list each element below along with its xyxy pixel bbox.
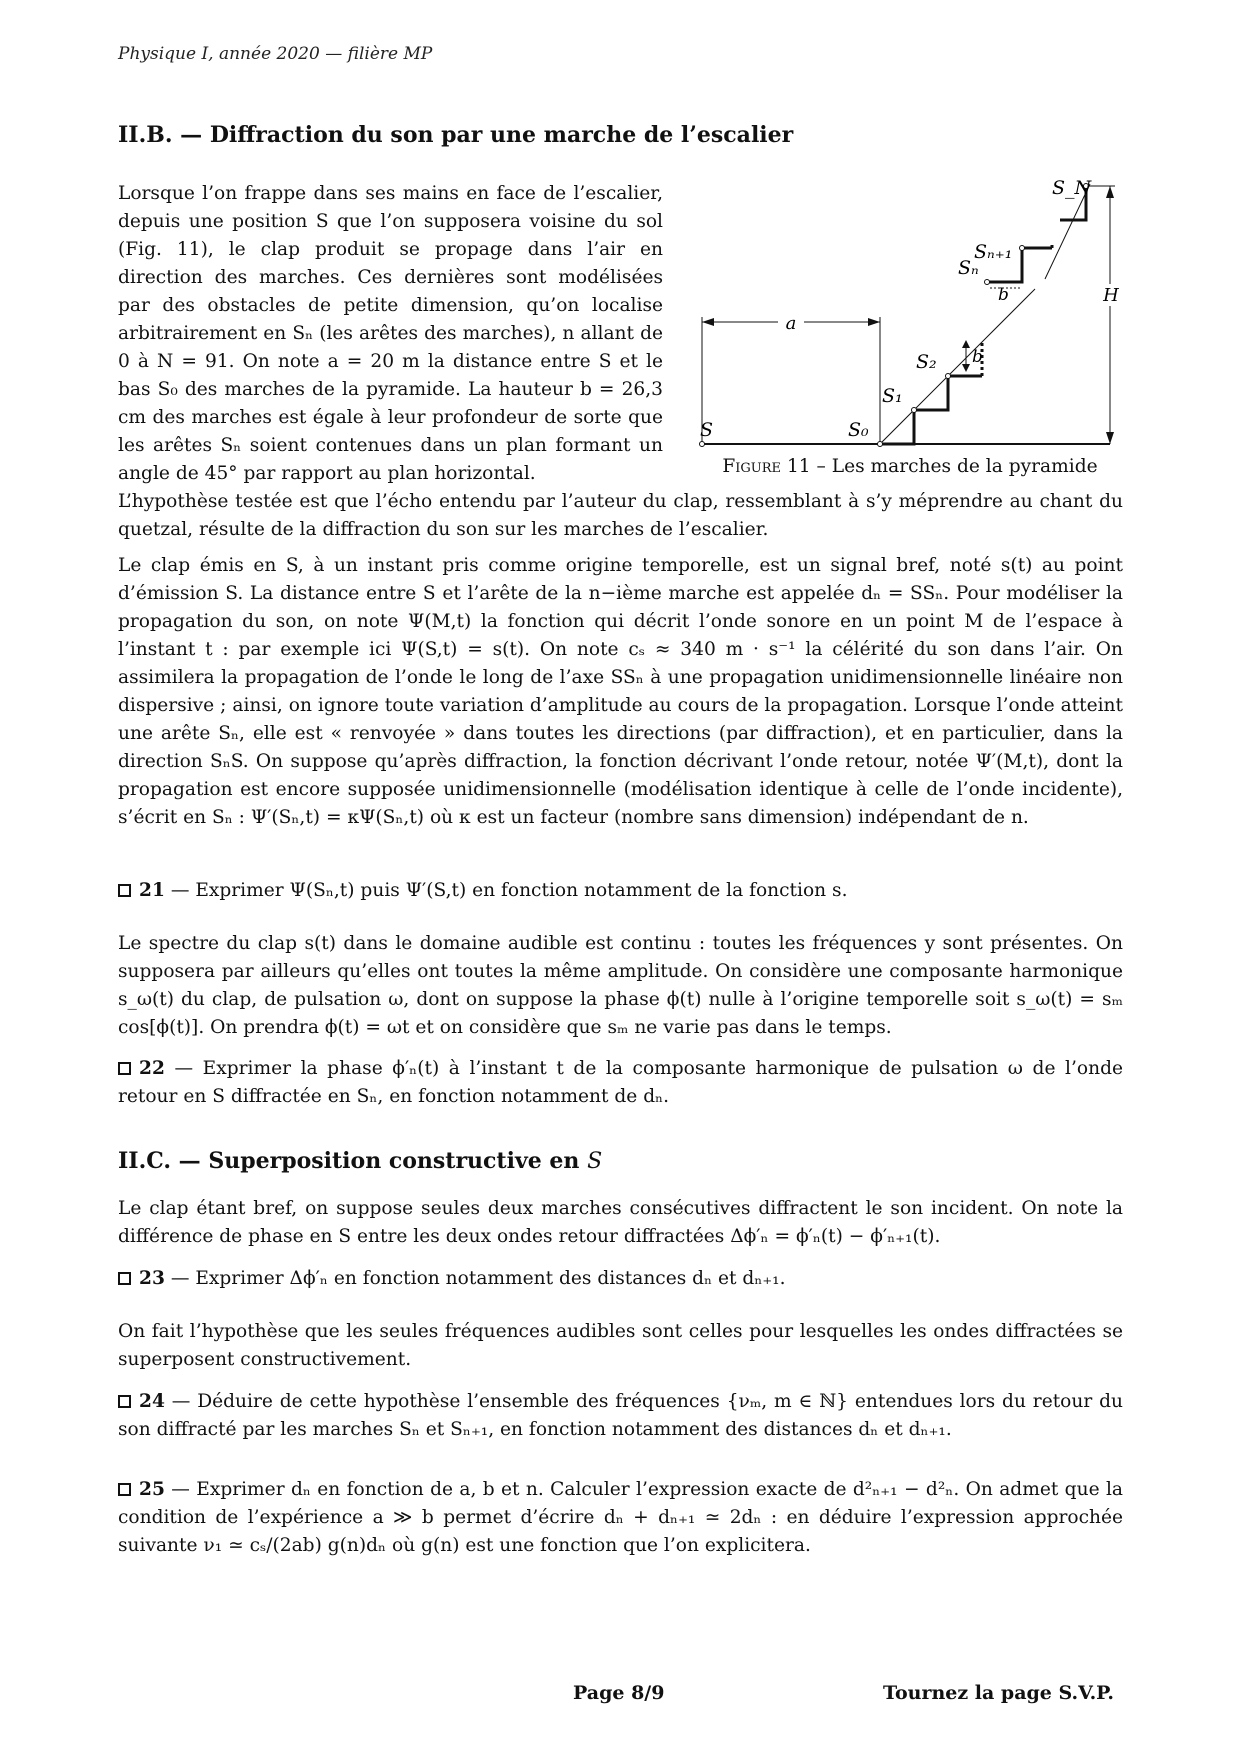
turn-page-notice: Tournez la page S.V.P. (883, 1682, 1114, 1704)
point-S (700, 442, 705, 447)
staircase-diagram (690, 172, 1130, 452)
point-S2 (946, 374, 951, 379)
label-Sn: Sₙ (958, 257, 979, 279)
H-label: H (1103, 285, 1119, 306)
question-24-number: 24 (139, 1391, 165, 1412)
a-arrow-right (868, 318, 880, 326)
intro-paragraph: Lorsque l’on frappe dans ses mains en face de l’escalier, depuis une position S que l’on supposera voisine du sol (Fig. 11), le clap produit se propage dans l’air en direction des marches. Ces dernières sont modélisées par des obstacles de petite dimension, qu’on localise arbitrairement en Sₙ (les arêtes des marches), n allant de 0 à N = 91. On note a = 20 m la distance entre S et le bas S₀ des marches de la pyramide. La hauteur b = 26,3 cm des marches est égale à leur profondeur de sorte que les arêtes Sₙ soient contenues dans un plan formant un angle de 45° par rapport au plan horizontal. (118, 183, 663, 484)
b-horizontal-label: b (998, 285, 1009, 305)
question-24 (118, 1388, 1123, 1444)
question-25-text: — Exprimer dₙ en fonction de a, b et n. Calculer l’expression exacte de d²ₙ₊₁ − d²ₙ. On admet que la condition de l’expérience a ≫ b permet d’écrire dₙ + dₙ₊₁ ≃ 2dₙ : en déduire l’expression approchée suivante ν₁ ≃ cₛ/(2ab) g(n)dₙ où g(n) est une fonction que l’on explicitera. (118, 1479, 1123, 1556)
spectrum-paragraph: Le spectre du clap s(t) dans le domaine audible est continu : toutes les fréquences y sont présentes. On supposera par ailleurs qu’elles ont toutes la même amplitude. On considère une composante harmonique s_ω(t) du clap, de pulsation ω, dont on suppose la phase ϕ(t) nulle à l’origine temporelle soit s_ω(t) = sₘ cos[ϕ(t)]. On prendra ϕ(t) = ωt et on considère que sₘ ne varie pas dans le temps. (118, 933, 1123, 1038)
question-25-checkbox-icon (118, 1483, 131, 1496)
figure-11 (690, 172, 1130, 482)
question-21 (118, 877, 1123, 905)
slope-line-lower (880, 289, 1035, 444)
question-25-number: 25 (139, 1479, 165, 1500)
label-S1: S₁ (882, 385, 903, 407)
section-title-IIC (118, 1148, 602, 1174)
figure-caption-label: Figure 11 (722, 456, 811, 477)
section-title-IIC-main: II.C. — Superposition constructive en (118, 1148, 580, 1174)
question-23-checkbox-icon (118, 1272, 131, 1285)
b-arrow-down (962, 364, 970, 372)
IIC-intro-paragraph: Le clap étant bref, on suppose seules deux marches consécutives diffractent le son incident. On note la différence de phase en S entre les deux ondes retour diffractées Δϕ′ₙ = ϕ′ₙ(t) − ϕ′ₙ₊₁(t). (118, 1198, 1123, 1247)
H-arrow-up (1106, 186, 1114, 198)
point-Sn (985, 280, 990, 285)
label-S2: S₂ (916, 351, 937, 373)
question-22-number: 22 (139, 1058, 165, 1079)
figure-caption (690, 456, 1130, 477)
b-arrow-up (962, 340, 970, 348)
question-23 (118, 1265, 1123, 1293)
point-S1 (912, 408, 917, 413)
label-SN: S_N (1052, 177, 1092, 199)
question-22-checkbox-icon (118, 1062, 131, 1075)
question-22 (118, 1055, 1123, 1111)
a-arrow-left (702, 318, 714, 326)
H-arrow-down (1106, 432, 1114, 444)
a-label: a (785, 313, 797, 334)
question-25 (118, 1476, 1123, 1560)
question-24-checkbox-icon (118, 1395, 131, 1408)
question-22-text: — Exprimer la phase ϕ′ₙ(t) à l’instant t de la composante harmonique de pulsation ω de l’onde retour en S diffractée en Sₙ, en fonction notamment de dₙ. (118, 1058, 1123, 1107)
question-23-text: — Exprimer Δϕ′ₙ en fonction notamment des distances dₙ et dₙ₊₁. (170, 1268, 786, 1289)
question-23-number: 23 (139, 1268, 165, 1289)
section-title-IIB: II.B. — Diffraction du son par une marche de l’escalier (118, 122, 794, 148)
question-21-number: 21 (139, 880, 165, 901)
model-paragraph: Le clap émis en S, à un instant pris comme origine temporelle, est un signal bref, noté s(t) au point d’émission S. La distance entre S et l’arête de la n−ième marche est appelée dₙ = SSₙ. Pour modéliser la propagation du son, on note Ψ(M,t) la fonction qui décrit l’onde sonore en un point M de l’espace à l’instant t : par exemple ici Ψ(S,t) = s(t). On note cₛ ≈ 340 m · s⁻¹ la célérité du son dans l’air. On assimilera la propagation de l’onde le long de l’axe SSₙ à une propagation unidimensionnelle linéaire non dispersive ; ainsi, on ignore toute variation d’amplitude au cours de la propagation. Lorsque l’onde atteint une arête Sₙ, elle est « renvoyée » dans toutes les directions (par diffraction), et en particulier, dans la direction SₙS. On suppose qu’après diffraction, la fonction décrivant l’onde retour, notée Ψ′(M,t), dont la propagation est encore supposée unidimensionnelle (modélisation identique à celle de l’onde incidente), s’écrit en Sₙ : Ψ′(Sₙ,t) = κΨ(Sₙ,t) où κ est un facteur (nombre sans dimension) indépendant de n. (118, 555, 1123, 828)
question-24-text: — Déduire de cette hypothèse l’ensemble des fréquences {νₘ, m ∈ ℕ} entendues lors du retour du son diffracté par les marches Sₙ et Sₙ₊₁, en fonction notamment des distances dₙ et dₙ₊₁. (118, 1391, 1123, 1440)
label-S: S (700, 419, 714, 441)
label-S0: S₀ (848, 419, 869, 441)
hypothesis-paragraph: L’hypothèse testée est que l’écho entendu par l’auteur du clap, ressemblant à s’y méprendre au chant du quetzal, résulte de la diffraction du son sur les marches de l’escalier. (118, 491, 1123, 540)
IIC-hypothesis-paragraph: On fait l’hypothèse que les seules fréquences audibles sont celles pour lesquelles les ondes diffractées se superposent constructivement. (118, 1321, 1123, 1370)
label-Sn1: Sₙ₊₁ (974, 241, 1013, 263)
question-21-text: — Exprimer Ψ(Sₙ,t) puis Ψ′(S,t) en fonction notamment de la fonction s. (170, 880, 848, 901)
b-vertical-label: b (972, 347, 983, 367)
section-title-IIC-math: S (587, 1149, 603, 1174)
figure-caption-text: – Les marches de la pyramide (816, 456, 1098, 477)
question-21-checkbox-icon (118, 884, 131, 897)
running-head: Physique I, année 2020 — filière MP (118, 44, 433, 64)
page-number: Page 8/9 (573, 1682, 665, 1704)
point-Sn1 (1020, 246, 1025, 251)
point-S0 (878, 442, 883, 447)
